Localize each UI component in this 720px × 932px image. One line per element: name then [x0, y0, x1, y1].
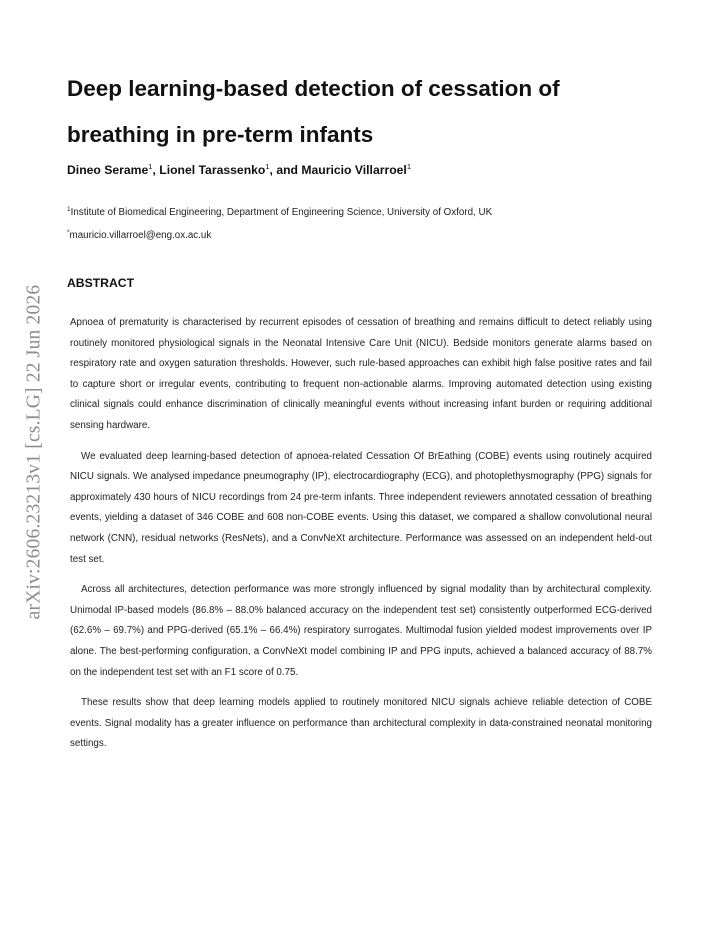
affiliation-marker: 1 — [67, 206, 71, 213]
abstract-paragraph: Across all architectures, detection performance was more strongly influenced by signal modality than by architectural complexity. Unimodal IP-based models (86.8% – 88.0% balanced accuracy on the independent test set) consistently outperformed ECG-derived (62.6% – 69.7%) and PPG-derived (65.1% – 66.4%) respiratory surrogates. Multimodal fusion yielded modest improvements over IP alone. The best-performing configuration, a ConvNeXt model combining IP and PPG inputs, achieved a balanced accuracy of 88.7% on the independent test set with an F1 score of 0.75. — [70, 584, 652, 678]
email-marker: * — [67, 229, 70, 236]
email-line — [67, 229, 211, 241]
abstract-paragraph: These results show that deep learning models applied to routinely monitored NICU signals achieve reliable detection of COBE events. Signal modality has a greater influence on performance than architectural complexity in data-constrained neonatal monitoring settings. — [70, 697, 652, 750]
abstract-body — [70, 313, 652, 765]
arxiv-identifier-text: arXiv:2606.23213v1 [cs.LG] 22 Jun 2026 — [23, 284, 45, 620]
author-name: Dineo Serame — [67, 163, 149, 177]
author-list — [67, 162, 411, 177]
author-name: Lionel Tarassenko — [159, 163, 266, 177]
abstract-heading: ABSTRACT — [67, 276, 135, 290]
affiliation-line — [67, 206, 492, 218]
abstract-paragraph: We evaluated deep learning-based detection of apnoea-related Cessation Of BrEathing (COBE) events using routinely acquired NICU signals. We analysed impedance pneumography (IP), electrocardiography (ECG), and photoplethysmography (PPG) signals for approximately 430 hours of NICU recordings from 24 pre-term infants. Three independent reviewers annotated cessation of breathing events, yielding a dataset of 346 COBE and 608 non-COBE events. Using this dataset, we compared a shallow convolutional neural network (CNN), residual networks (ResNets), and a ConvNeXt architecture. Performance was assessed on an independent held-out test set. — [70, 450, 652, 565]
affiliation-text: Institute of Biomedical Engineering, Department of Engineering Science, University of Oxford, UK — [70, 207, 493, 218]
author-separator: , — [152, 163, 160, 177]
author-name: Mauricio Villarroel — [301, 163, 407, 177]
abstract-paragraph: Apnoea of prematurity is characterised by recurrent episodes of cessation of breathing and remains difficult to detect reliably using routinely monitored physiological signals in the Neonatal Intensive Care Unit (NICU). Bedside monitors generate alarms based on respiratory rate and oxygen saturation thresholds. However, such rule-based approaches can exhibit high false positive rates and fail to capture short or irregular events, contributing to frequent non-actionable alarms. Improving automated detection using existing clinical signals could enhance discrimination of clinically meaningful events without increasing infant burden or requiring additional sensing hardware. — [70, 317, 652, 431]
author-affiliation-marker: 1 — [265, 162, 270, 171]
paper-title: Deep learning-based detection of cessation of breathing in pre-term infants — [67, 76, 560, 147]
author-affiliation-marker: 1 — [406, 162, 411, 171]
author-affiliation-marker: 1 — [148, 162, 153, 171]
email-address[interactable]: mauricio.villarroel@eng.ox.ac.uk — [69, 230, 212, 241]
author-separator: , and — [269, 163, 302, 177]
arxiv-identifier-stamp — [20, 262, 48, 642]
